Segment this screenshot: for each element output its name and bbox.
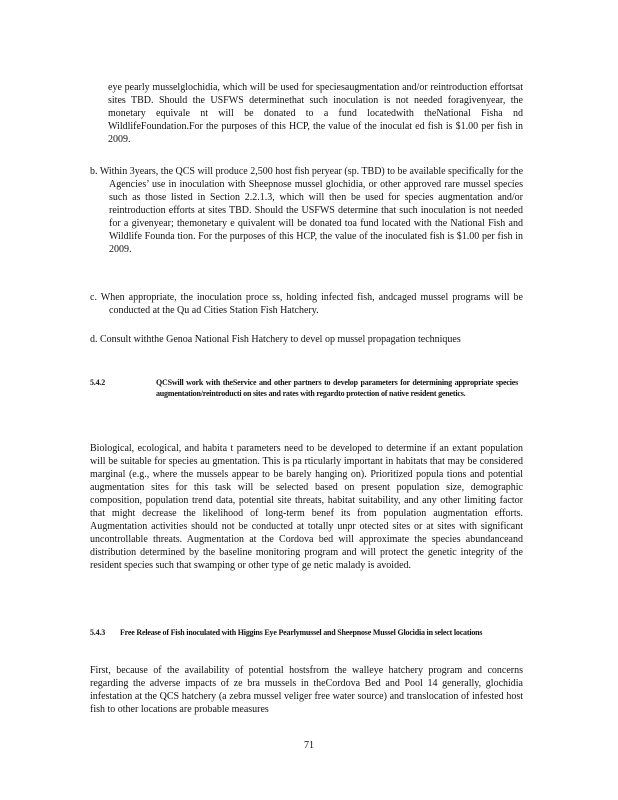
paragraph-continuation: eye pearly musselglochidia, which will be used for speciesaugmentation and/or reintroduction effortsat sites TBD. Should the USFWS determinethat such inoculation is not needed foragivenyear, the monetary equivale nt will be donated to a fund locatedwith theNational Fisha nd WildlifeFoundation.For the purposes of this HCP, the value of the inoculat ed fish is $1.00 per fish in 2009. <box>108 82 523 145</box>
page-number: 71 <box>304 740 314 751</box>
section-title: QCSwill work with theService and other partners to develop parameters for determining appropriate species augmentation/reintroducti on sites and rates with regardto protection of native resident genetics. <box>156 378 518 398</box>
paragraph-free-release: First, because of the availability of potential hostsfrom the walleye hatchery program and concerns regarding the adverse impacts of ze bra mussels in theCordova Bed and Pool 14 generally, glochidia infestation at the QCS hatchery (a zebra mussel veliger free water source) and translocation of infested host fish to other locations are probable measures <box>90 665 523 715</box>
paragraph-augmentation-parameters: Biological, ecological, and habita t parameters need to be developed to determine if an extant population will be suitable for species au gmentation. This is pa rticularly important in habitats that may be considered marginal (e.g., where the mussels appear to be barely hanging on). Prioritized popula tions and potential augmentation sites for this task will be selected based on present population size, demographic composition, population trend data, potential site threats, habitat suitability, and any other limiting factor that might decrease the likelihood of long-term benef its from population augmentation efforts. Augmentation activities should not be conducted at totally unpr otected sites or at sites with significant uncontrollable threats. Augmentation at the Cordova bed will approximate the species abundanceand distribution determined by the baseline monitoring program and will protect the genetic integrity of the resident species such that swamping or other type of ge netic malady is avoided. <box>90 443 523 571</box>
section-number: 5.4.3 <box>90 628 106 637</box>
list-item-d: d. Consult withthe Genoa National Fish Hatchery to devel op mussel propagation techniques <box>90 334 461 345</box>
section-title: Free Release of Fish inoculated with Higgins Eye Pearlymussel and Sheepnose Mussel Glocidia in select locations <box>120 628 483 637</box>
section-number: 5.4.2 <box>90 378 106 387</box>
list-item-b: b. Within 3years, the QCS will produce 2,500 host fish peryear (sp. TBD) to be available specifically for the Agencies’ use in inoculation with Sheepnose mussel glochidia, or other approved rare mussel species such as those listed in Section 2.2.1.3, which will then be used for species augmentation and/or reintroduction efforts at sites TBD. Should the USFWS determine that such inoculation is not needed for a givenyear; themonetary e quivalent will be donated toa fund located with the National Fish and Wildlife Founda tion. For the purposes of this HCP, the value of the inoculated fish is $1.00 per fish in 2009. <box>90 166 524 255</box>
list-item-c: c. When appropriate, the inoculation proce ss, holding infected fish, andcaged mussel programs will be conducted at the Qu ad Cities Station Fish Hatchery. <box>90 292 523 316</box>
